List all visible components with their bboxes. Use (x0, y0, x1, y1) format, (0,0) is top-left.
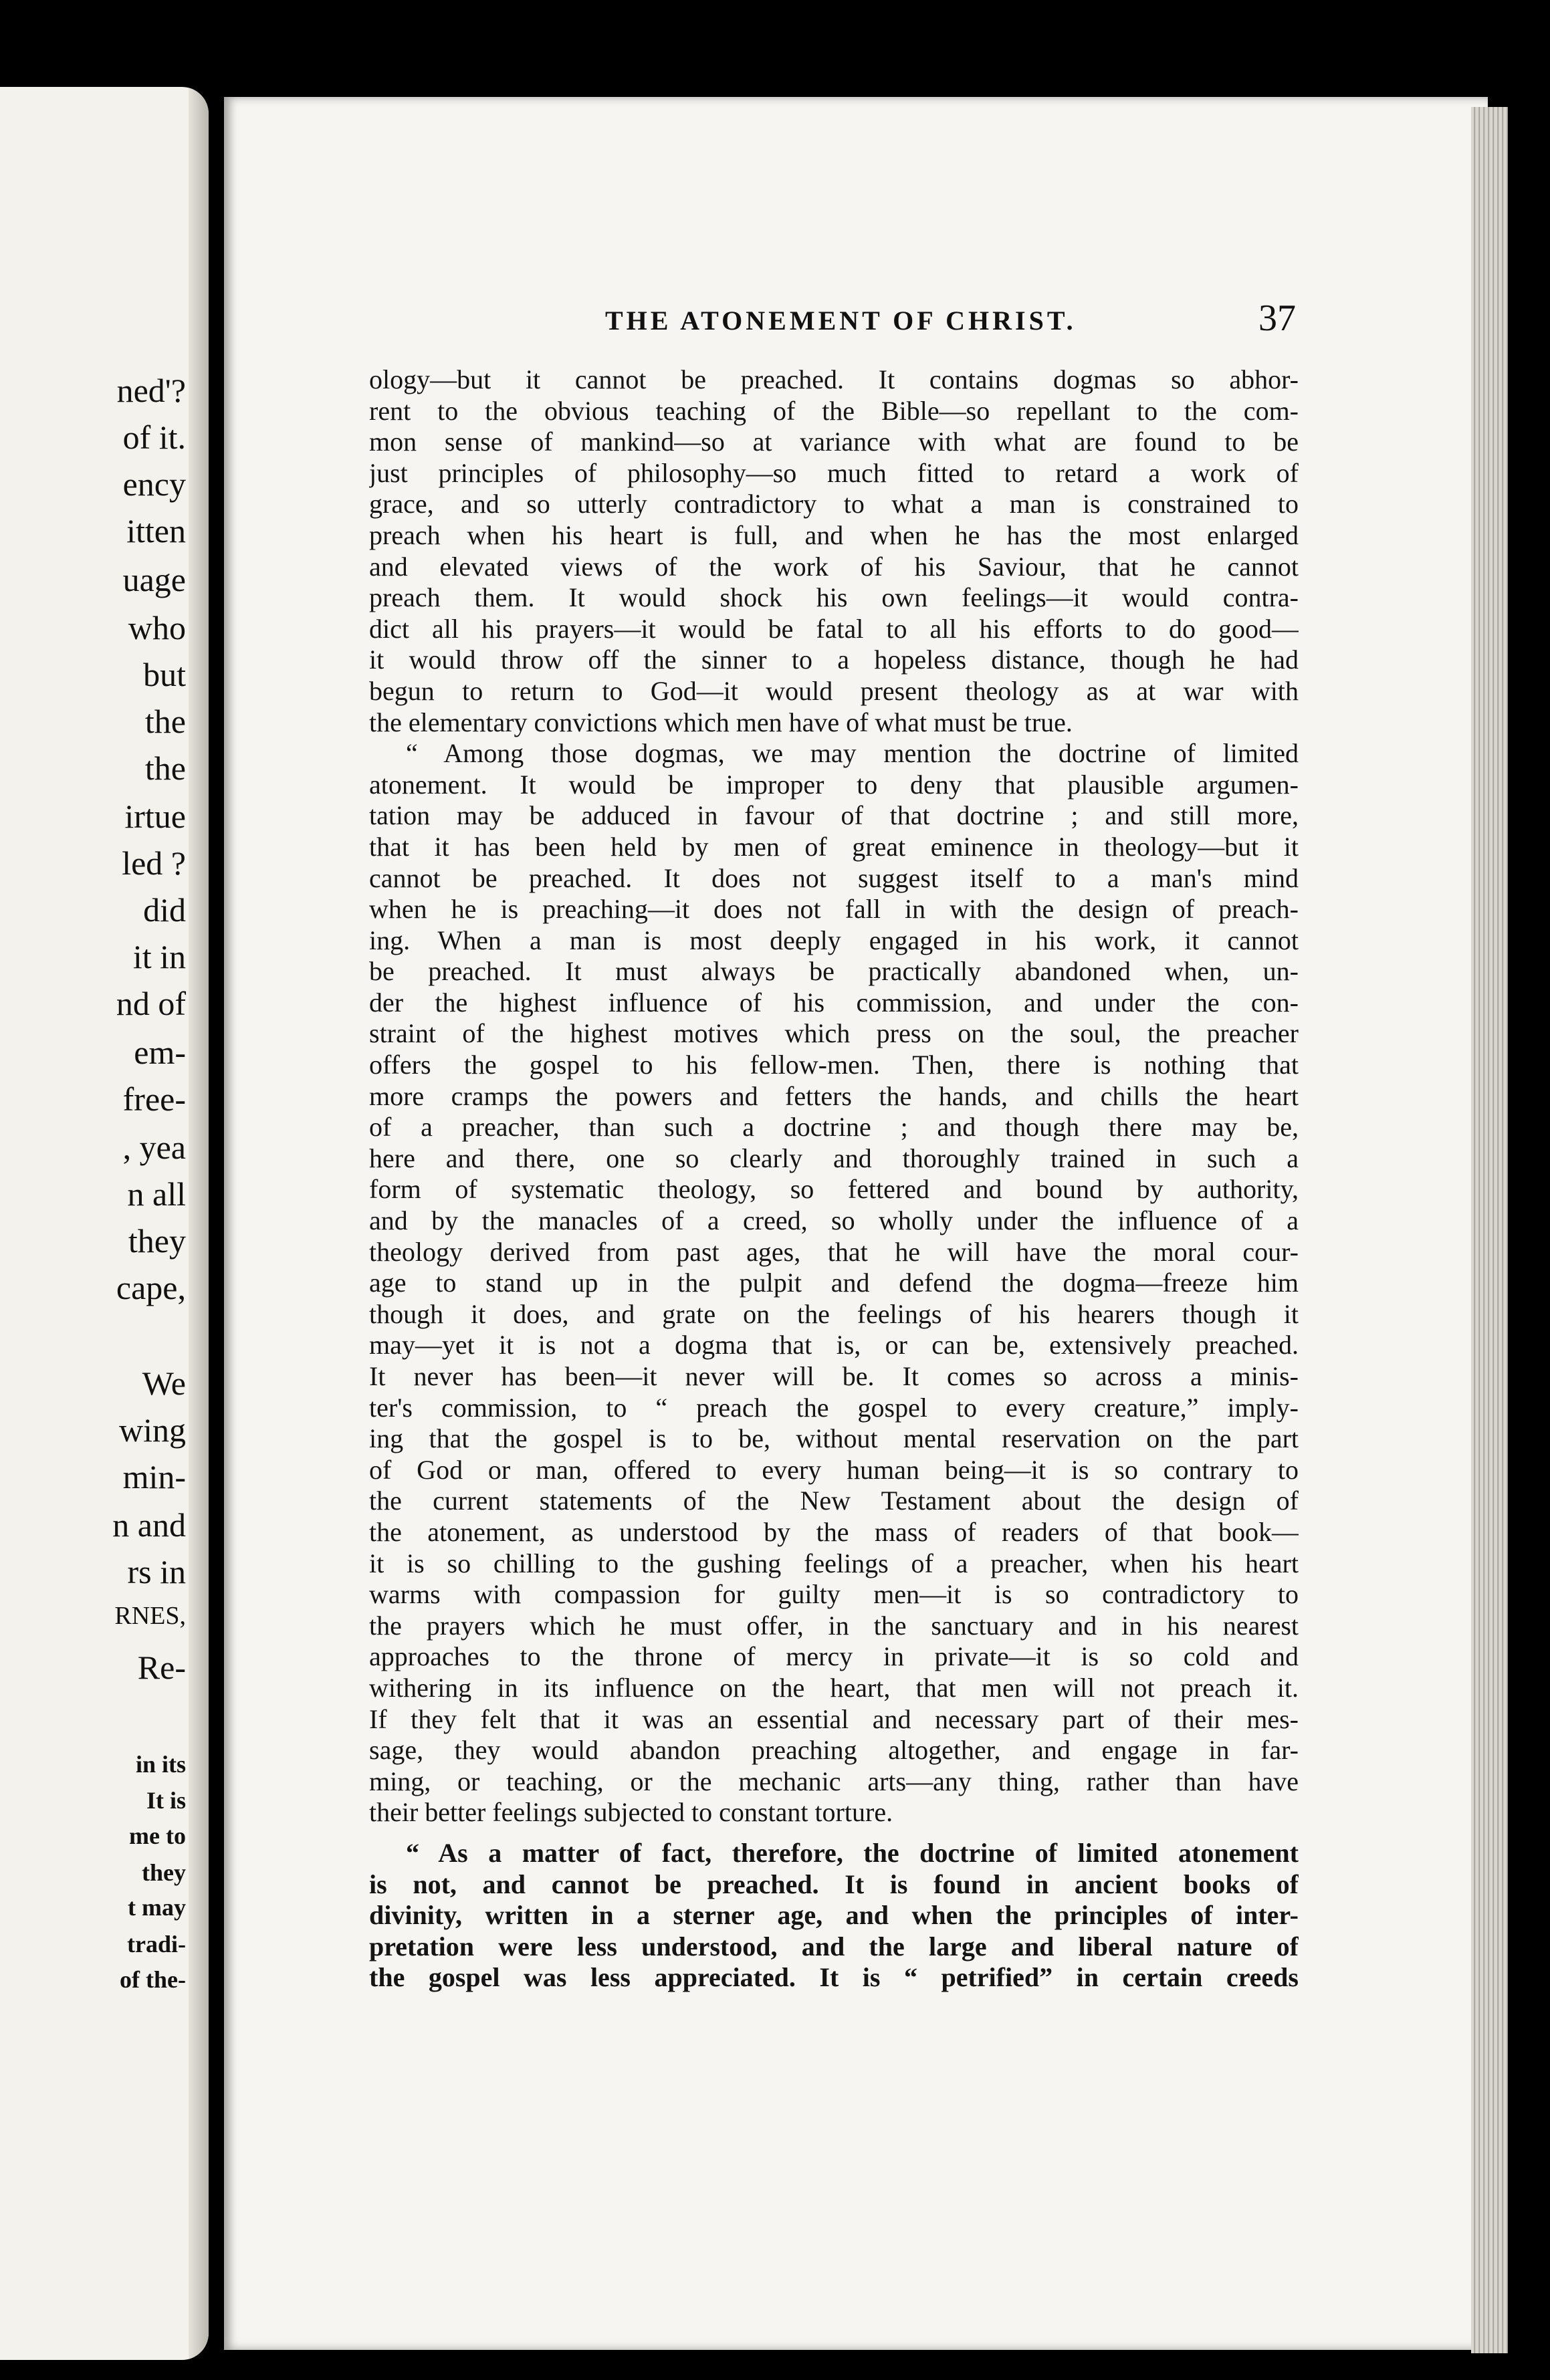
text-line: warms with compassion for guilty men—it is so contradictory to (369, 1579, 1299, 1610)
text-line: If they felt that it was an essential and necessary part of their mes- (369, 1703, 1299, 1734)
text-line: “ As a matter of fact, therefore, the doctrine of limited atonement (406, 1837, 1299, 1868)
left-page-line: It is (146, 1787, 186, 1814)
left-page-line: t may (128, 1894, 186, 1921)
text-line: may—yet it is not a dogma that is, or can be, extensively preached. (369, 1330, 1299, 1360)
text-line: the prayers which he must offer, in the sanctuary and in his nearest (369, 1610, 1299, 1641)
text-line: their better feelings subjected to constant torture. (369, 1797, 893, 1828)
page-stack-edge (1471, 107, 1508, 2353)
text-line: divinity, written in a sterner age, and when the principles of inter- (369, 1900, 1299, 1931)
left-page-line: itten (126, 512, 186, 550)
text-line: tation may be adduced in favour of that doctrine ; and still more, (369, 800, 1299, 831)
text-line: the atonement, as understood by the mass of readers of that book— (369, 1516, 1299, 1547)
left-page-line: but (143, 656, 186, 693)
left-page-line: n and (112, 1506, 186, 1544)
text-line: ter's commission, to “ preach the gospel to every creature,” imply- (369, 1392, 1299, 1423)
text-line: grace, and so utterly contradictory to what a man is constrained to (369, 489, 1299, 519)
left-page-line: they (142, 1859, 186, 1886)
text-line: ming, or teaching, or the mechanic arts—any thing, rather than have (369, 1766, 1299, 1796)
left-page-line: it in (132, 938, 186, 975)
text-line: of God or man, offered to every human being—it is so contrary to (369, 1454, 1299, 1485)
left-page-line: they (128, 1222, 186, 1260)
text-line: rent to the obvious teaching of the Bible—so repellant to the com- (369, 395, 1299, 426)
text-line: begun to return to God—it would present theology as at war with (369, 675, 1299, 706)
text-line: ing that the gospel is to be, without mental reservation on the part (369, 1423, 1299, 1454)
text-line: dict all his prayers—it would be fatal to all his efforts to do good— (369, 613, 1299, 644)
text-line: here and there, one so clearly and thoroughly trained in such a (369, 1143, 1299, 1173)
text-line: and by the manacles of a creed, so wholly under the influence of a (369, 1205, 1299, 1236)
text-line: der the highest influence of his commission, and under the con- (369, 987, 1299, 1018)
left-page-line: Re- (137, 1649, 186, 1686)
text-line: is not, and cannot be preached. It is found in ancient books of (369, 1869, 1299, 1899)
text-line: that it has been held by men of great eminence in theology—but it (369, 831, 1299, 862)
text-line: and elevated views of the work of his Saviour, that he cannot (369, 551, 1299, 582)
left-page-line: We (142, 1364, 186, 1402)
left-page-line: n all (127, 1175, 186, 1213)
left-page-line: wing (119, 1411, 186, 1449)
text-line: “ Among those dogmas, we may mention the doctrine of limited (406, 738, 1299, 769)
left-page-line: in its (135, 1751, 186, 1778)
page-number: 37 (1258, 298, 1296, 339)
text-line: pretation were less understood, and the large and liberal nature of (369, 1931, 1299, 1961)
text-line: it is so chilling to the gushing feelings of a preacher, when his heart (369, 1548, 1299, 1578)
left-page-line: of the- (120, 1966, 186, 1993)
left-page-line: the (144, 749, 186, 787)
text-line: preach when his heart is full, and when he has the most enlarged (369, 519, 1299, 550)
text-line: It never has been—it never will be. It comes so across a minis- (369, 1361, 1299, 1391)
left-page-line: nd of (116, 985, 186, 1022)
left-page-line: the (144, 703, 186, 740)
left-page-line: of it. (122, 419, 186, 456)
text-line: offers the gospel to his fellow-men. Then, there is nothing that (369, 1050, 1299, 1080)
text-line: straint of the highest motives which press on the soul, the preacher (369, 1018, 1299, 1049)
left-page (0, 87, 209, 2360)
left-page-line: tradi- (127, 1931, 186, 1957)
left-page-line: RNES, (114, 1602, 186, 1630)
text-line: though it does, and grate on the feelings of his hearers though it (369, 1298, 1299, 1329)
text-line: age to stand up in the pulpit and defend the dogma—freeze him (369, 1268, 1299, 1298)
body-text (369, 364, 1299, 1994)
left-page-line: irtue (124, 798, 186, 835)
text-line: the current statements of the New Testament about the design of (369, 1485, 1299, 1516)
text-line: ing. When a man is most deeply engaged in his work, it cannot (369, 925, 1299, 955)
text-line: it would throw off the sinner to a hopeless distance, though he had (369, 644, 1299, 675)
text-line: withering in its influence on the heart, that men will not preach it. (369, 1672, 1299, 1703)
left-page-line: did (143, 891, 186, 929)
left-page-line: ency (122, 465, 186, 503)
text-line: more cramps the powers and fetters the hands, and chills the heart (369, 1080, 1299, 1111)
text-line: atonement. It would be improper to deny that plausible argumen- (369, 769, 1299, 800)
text-line: ology—but it cannot be preached. It contains dogmas so abhor- (369, 364, 1299, 394)
left-page-line: uage (122, 561, 186, 598)
left-page-line: , yea (122, 1128, 186, 1166)
left-page-line: ned'? (116, 372, 186, 409)
text-line: the elementary convictions which men have of what must be true. (369, 707, 1073, 737)
left-page-line: em- (134, 1034, 186, 1071)
left-page-line: min- (122, 1458, 186, 1496)
left-page-line: led ? (122, 844, 186, 882)
text-line: be preached. It must always be practically abandoned when, un- (369, 956, 1299, 987)
text-line: mon sense of mankind—so at variance with what are found to be (369, 427, 1299, 457)
left-page-line: rs in (127, 1553, 186, 1590)
page-edge-shadow (189, 87, 209, 2360)
text-line: the gospel was less appreciated. It is “ petrified” in certain creeds (369, 1962, 1299, 1993)
left-page-line: who (128, 609, 186, 646)
text-line: just principles of philosophy—so much fitted to retard a work of (369, 457, 1299, 488)
text-line: theology derived from past ages, that he will have the moral cour- (369, 1236, 1299, 1267)
text-line: of a preacher, than such a doctrine ; and though there may be, (369, 1112, 1299, 1143)
text-line: form of systematic theology, so fettered and bound by authority, (369, 1174, 1299, 1205)
running-title: THE ATONEMENT OF CHRIST. (605, 306, 1077, 336)
text-line: preach them. It would shock his own feelings—it would contra- (369, 582, 1299, 613)
left-page-line: free- (122, 1080, 186, 1118)
left-page-line: cape, (116, 1269, 186, 1306)
text-line: when he is preaching—it does not fall in with the design of preach- (369, 894, 1299, 925)
text-line: cannot be preached. It does not suggest itself to a man's mind (369, 862, 1299, 893)
left-page-line: me to (129, 1822, 186, 1849)
text-line: approaches to the throne of mercy in private—it is so cold and (369, 1641, 1299, 1672)
text-line: sage, they would abandon preaching altogether, and engage in far- (369, 1735, 1299, 1766)
